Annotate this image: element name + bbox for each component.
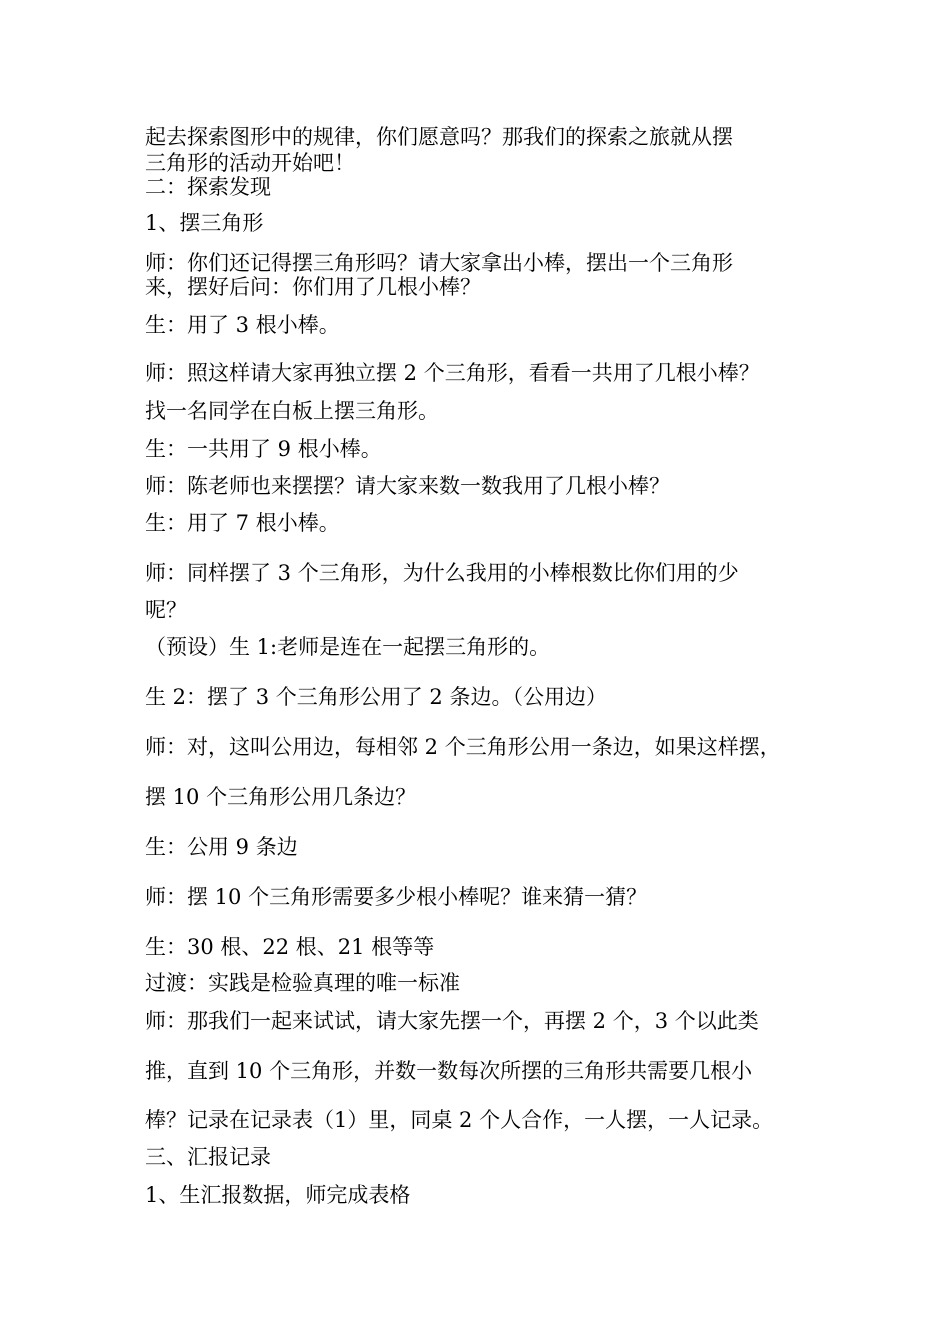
text-line: 棒？记录在记录表（1）里，同桌 2 个人合作，一人摆，一人记录。 <box>145 1108 774 1132</box>
text-line: 过渡：实践是检验真理的唯一标准 <box>145 971 460 995</box>
text-line: 找一名同学在白板上摆三角形。 <box>145 399 439 423</box>
text-line: 师：那我们一起来试试，请大家先摆一个，再摆 2 个，3 个以此类 <box>145 1009 759 1033</box>
text-line: 起去探索图形中的规律，你们愿意吗？那我们的探索之旅就从摆 <box>145 125 733 149</box>
text-line: 生：用了 7 根小棒。 <box>145 511 340 535</box>
text-line: 呢？ <box>145 598 187 622</box>
text-line: 摆 10 个三角形公用几条边？ <box>145 785 417 809</box>
text-line: 推，直到 10 个三角形，并数一数每次所摆的三角形共需要几根小 <box>145 1059 753 1083</box>
text-line: 三角形的活动开始吧！ <box>145 151 355 175</box>
section-heading: 二：探索发现 <box>145 175 271 199</box>
text-line: 师：陈老师也来摆摆？请大家来数一数我用了几根小棒？ <box>145 474 670 498</box>
text-line: 师：你们还记得摆三角形吗？请大家拿出小棒，摆出一个三角形 <box>145 251 733 275</box>
text-line: 师：摆 10 个三角形需要多少根小棒呢？谁来猜一猜？ <box>145 885 648 909</box>
text-line: 生：30 根、22 根、21 根等等 <box>145 935 435 959</box>
text-line: 生：一共用了 9 根小棒。 <box>145 437 382 461</box>
section-heading: 三、汇报记录 <box>145 1145 271 1169</box>
text-line: 师：同样摆了 3 个三角形，为什么我用的小棒根数比你们用的少 <box>145 561 739 585</box>
subsection-heading: 1、摆三角形 <box>145 211 264 235</box>
text-line: 生 2：摆了 3 个三角形公用了 2 条边。（公用边） <box>145 685 607 709</box>
text-line: （预设）生 1:老师是连在一起摆三角形的。 <box>145 635 551 659</box>
text-line: 生：公用 9 条边 <box>145 835 298 859</box>
text-line: 师：对，这叫公用边，每相邻 2 个三角形公用一条边，如果这样摆， <box>145 735 781 759</box>
text-line: 师：照这样请大家再独立摆 2 个三角形，看看一共用了几根小棒？ <box>145 361 760 385</box>
subsection-heading: 1、生汇报数据，师完成表格 <box>145 1183 411 1207</box>
text-line: 来，摆好后问：你们用了几根小棒？ <box>145 275 481 299</box>
text-line: 生：用了 3 根小棒。 <box>145 313 340 337</box>
